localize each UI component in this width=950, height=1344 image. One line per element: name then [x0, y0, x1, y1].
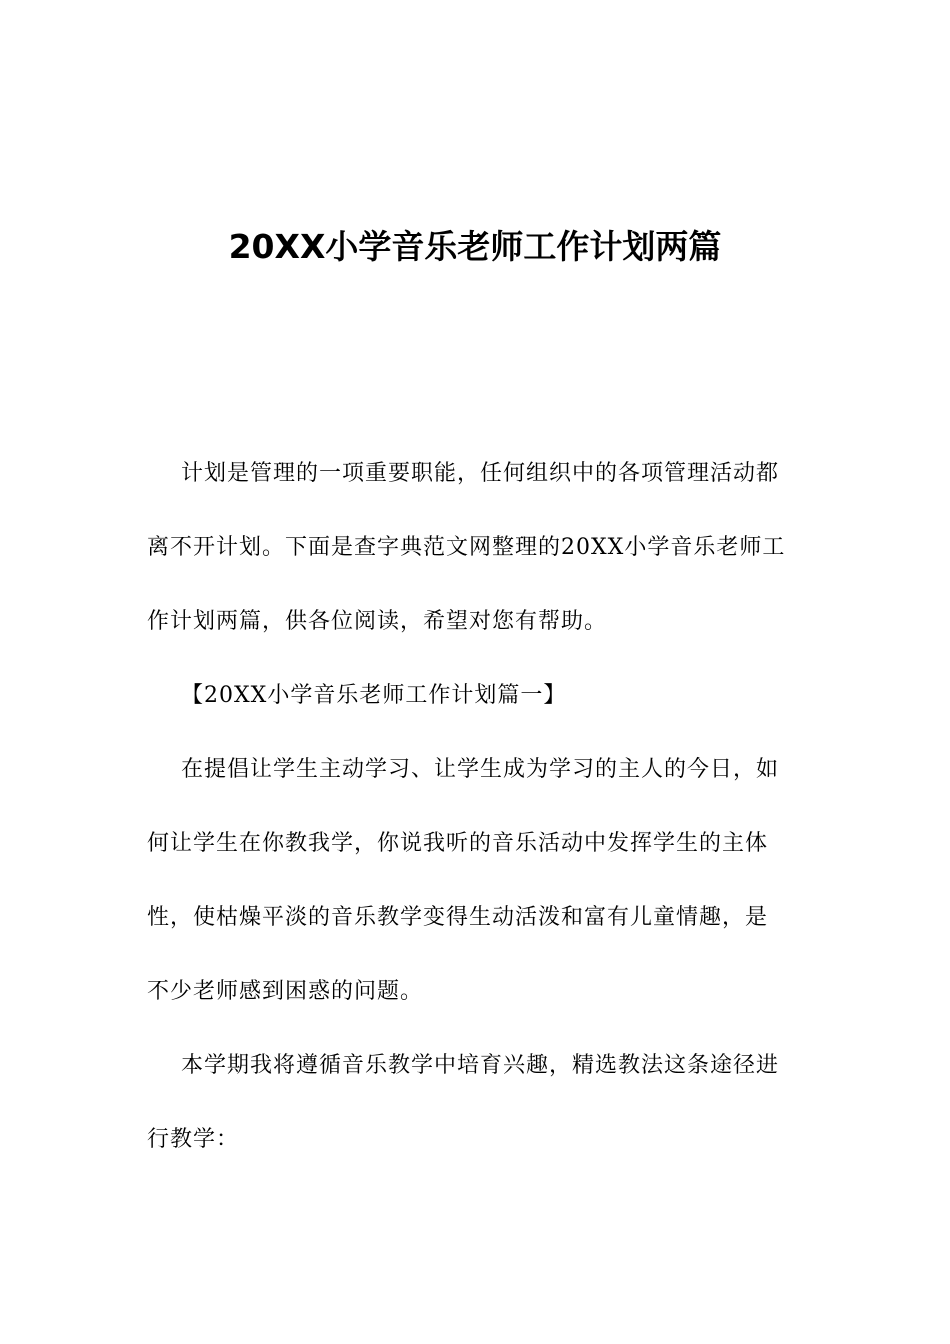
paragraph-line: 不少老师感到困惑的问题。	[147, 979, 424, 1004]
paragraph-plan	[147, 1046, 807, 1160]
paragraph-line: 离不开计划。下面是查字典范文网整理的20XX小学音乐老师工	[147, 535, 786, 560]
paragraph-line: 在提倡让学生主动学习、让学生成为学习的主人的今日，如	[181, 757, 780, 782]
paragraph-line: 何让学生在你教我学，你说我听的音乐活动中发挥学生的主体	[147, 831, 769, 856]
document-title: 20XX小学音乐老师工作计划两篇	[228, 227, 722, 266]
paragraph-intro	[147, 454, 807, 642]
paragraph-line: 计划是管理的一项重要职能，任何组织中的各项管理活动都	[181, 461, 780, 486]
paragraph-line: 行教学：	[147, 1127, 240, 1152]
section-heading-text: 【20XX小学音乐老师工作计划篇一】	[181, 683, 567, 708]
paragraph-line: 本学期我将遵循音乐教学中培育兴趣，精选教法这条途径进	[181, 1053, 780, 1078]
section-heading	[147, 676, 807, 716]
paragraph-context	[147, 750, 807, 1012]
document-body	[147, 454, 807, 1194]
paragraph-line: 性，使枯燥平淡的音乐教学变得生动活泼和富有儿童情趣，是	[147, 905, 769, 930]
paragraph-line: 作计划两篇，供各位阅读，希望对您有帮助。	[147, 609, 608, 634]
